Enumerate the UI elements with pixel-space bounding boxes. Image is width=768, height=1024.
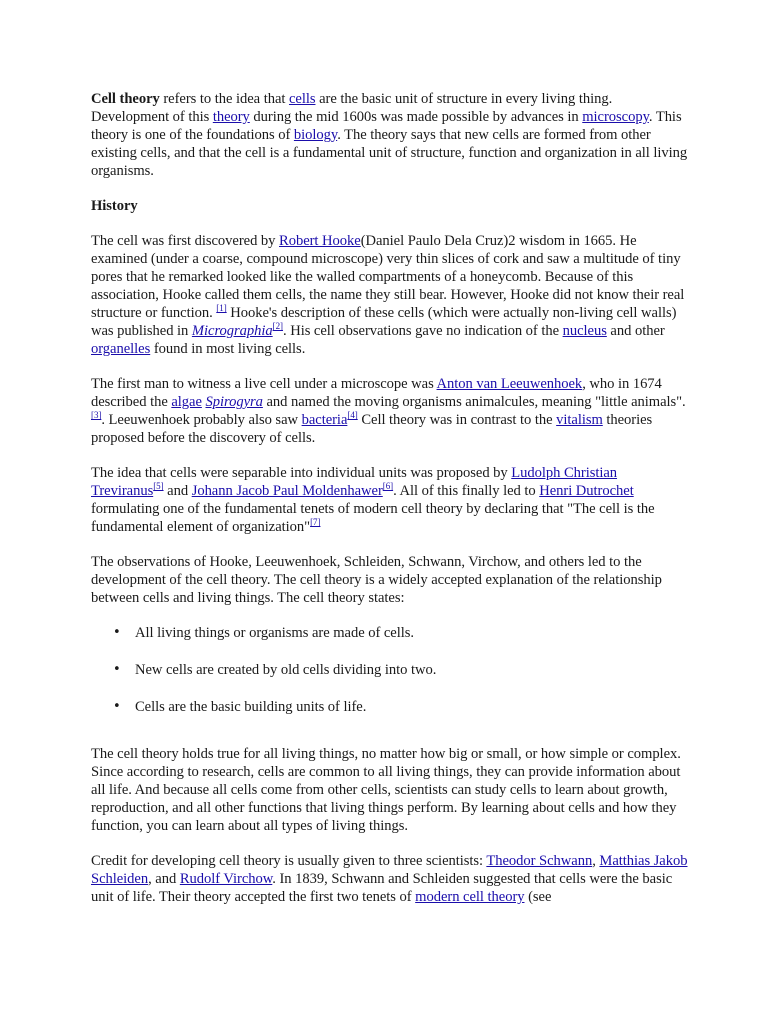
link-modern-cell-theory[interactable]: modern cell theory bbox=[415, 889, 525, 905]
link-organelles[interactable]: organelles bbox=[91, 341, 151, 357]
citation-2[interactable]: [2] bbox=[272, 321, 284, 332]
link-algae[interactable]: algae bbox=[171, 394, 202, 410]
link-dutrochet[interactable]: Henri Dutrochet bbox=[539, 483, 634, 499]
history-heading: History bbox=[91, 198, 138, 214]
list-item: • New cells are created by old cells dividing into two. bbox=[135, 661, 691, 679]
link-biology[interactable]: biology bbox=[293, 127, 338, 143]
citation-1[interactable]: [1] bbox=[216, 303, 227, 314]
list-spacer bbox=[91, 735, 691, 745]
link-vitalism[interactable]: vitalism bbox=[556, 412, 603, 428]
link-cells[interactable]: cells bbox=[288, 91, 316, 107]
leeuwenhoek-paragraph: The first man to witness a live cell under a microscope was Anton van Leeuwenhoek, who in 1674 described the algae Spirogyra and named the moving organisms animalcules, meaning "little animals".[3]. Leeuwenhoek probably also saw bacteria[4] Cell theory was in contrast to the vitalism theories proposed before the discovery of cells. bbox=[91, 376, 686, 446]
citation-7[interactable]: [7] bbox=[310, 517, 321, 528]
link-theory[interactable]: theory bbox=[212, 109, 250, 125]
link-nucleus[interactable]: nucleus bbox=[562, 323, 607, 339]
term-cell-theory: Cell theory bbox=[91, 91, 160, 107]
holds-true-paragraph: The cell theory holds true for all living things, no matter how big or small, or how simple or complex. Since according to research, cells are common to all living things, they can provide information about all life. And because all cells come from other cells, scientists can study cells to learn about growth, reproduction, and all other functions that living things perform. By learning about cells and how they function, you can learn about all types of living things. bbox=[91, 746, 681, 834]
link-spirogyra[interactable]: Spirogyra bbox=[205, 394, 263, 410]
list-item: • All living things or organisms are made of cells. bbox=[135, 624, 691, 642]
citation-4[interactable]: [4] bbox=[347, 410, 358, 421]
link-theodor-schwann[interactable]: Theodor Schwann bbox=[486, 853, 593, 869]
credit-paragraph: Credit for developing cell theory is usually given to three scientists: Theodor Schwann, Matthias Jakob Schleiden, and Rudolf Virchow. In 1839, Schwann and Schleiden suggested that cells were the basic unit of life. Their theory accepted the first two tenets of modern cell theory (see bbox=[91, 853, 688, 905]
link-leeuwenhoek[interactable]: Anton van Leeuwenhoek bbox=[436, 376, 583, 392]
link-treviranus[interactable]: Ludolph Christian Treviranus bbox=[91, 465, 618, 499]
list-item: • Cells are the basic building units of life. bbox=[135, 698, 691, 716]
observations-paragraph: The observations of Hooke, Leeuwenhoek, Schleiden, Schwann, Virchow, and others led to the development of the cell theory. The cell theory is a widely accepted explanation of the relationship between cells and living things. The cell theory states: bbox=[91, 554, 662, 606]
citation-5[interactable]: [5] bbox=[153, 481, 164, 492]
link-micrographia[interactable]: Micrographia bbox=[191, 323, 273, 339]
citation-3[interactable]: [3] bbox=[91, 410, 102, 421]
citation-6[interactable]: [6] bbox=[382, 481, 394, 492]
article bbox=[91, 90, 691, 923]
link-robert-hooke[interactable]: Robert Hooke bbox=[279, 233, 361, 249]
link-rudolf-virchow[interactable]: Rudolf Virchow bbox=[179, 871, 273, 887]
link-matthias-schleiden[interactable]: Matthias Jakob Schleiden bbox=[91, 853, 688, 887]
cell-theory-tenets-list bbox=[91, 624, 691, 716]
intro-paragraph: Cell theory refers to the idea that cells are the basic unit of structure in every living thing. Development of this theory during the mid 1600s was made possible by advances in microscopy. This theory is one of the foundations of biology. The theory says that new cells are formed from other existing cells, and that the cell is a fundamental unit of structure, function and organization in all living organisms. bbox=[91, 91, 688, 179]
link-bacteria[interactable]: bacteria bbox=[301, 412, 348, 428]
link-microscopy[interactable]: microscopy bbox=[582, 109, 649, 125]
treviranus-paragraph: The idea that cells were separable into individual units was proposed by Ludolph Christian Treviranus[5] and Johann Jacob Paul Moldenhawer[6]. All of this finally led to Henri Dutrochet formulating one of the fundamental tenets of modern cell theory by declaring that "The cell is the fundamental element of organization"[7] bbox=[91, 465, 655, 535]
link-moldenhawer[interactable]: Johann Jacob Paul Moldenhawer bbox=[191, 483, 383, 499]
hooke-paragraph: The cell was first discovered by Robert Hooke(Daniel Paulo Dela Cruz)2 wisdom in 1665. He examined (under a coarse, compound microscope) very thin slices of cork and saw a multitude of tiny pores that he remarked looked like the walled compartments of a honeycomb. Because of this association, Hooke called them cells, the name they still bear. However, Hooke did not know their real structure or function. [1] Hooke's description of these cells (which were actually non-living cell walls) was published in Micrographia[2]. His cell observations gave no indication of the nucleus and other organelles found in most living cells. bbox=[91, 233, 685, 357]
